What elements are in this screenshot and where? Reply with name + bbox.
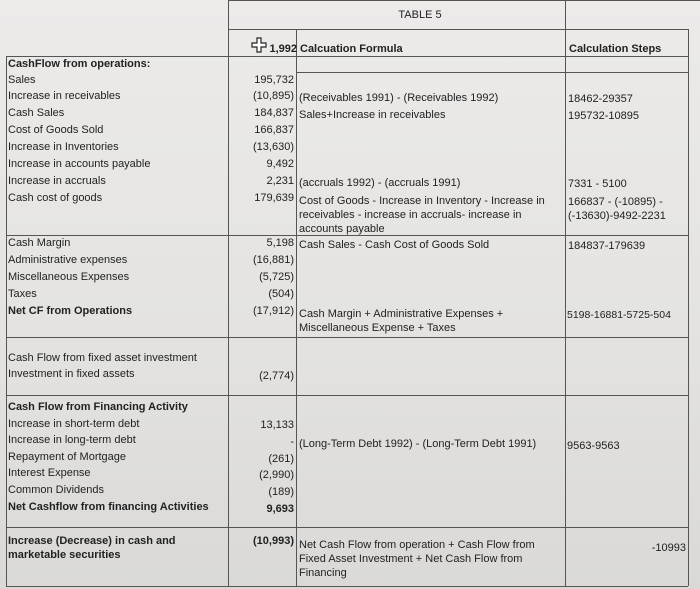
row-value[interactable]: 184,837 — [254, 107, 294, 119]
row-label[interactable]: Repayment of Mortgage — [8, 451, 127, 463]
row-label[interactable]: Increase in long-term debt — [8, 434, 136, 446]
row-label[interactable]: Common Dividends — [8, 484, 104, 496]
row-label[interactable]: Cash Sales — [8, 107, 65, 119]
grid-line — [228, 0, 700, 1]
grid-line — [688, 29, 689, 586]
row-value[interactable]: 13,133 — [260, 419, 294, 431]
row-value[interactable]: - — [290, 436, 294, 448]
row-formula[interactable]: Net Cash Flow from operation + Cash Flow from Fixed Asset Investment + Net Cash Flow from Financing — [299, 539, 535, 579]
row-label[interactable]: CashFlow from operations: — [8, 58, 151, 70]
year-header-cell[interactable]: 1,992 — [269, 43, 297, 55]
table-title: TABLE 5 — [398, 9, 442, 21]
row-value[interactable]: (261) — [268, 453, 294, 465]
row-value[interactable]: 166,837 — [254, 124, 294, 136]
row-steps[interactable]: 184837-179639 — [568, 240, 646, 252]
grid-line — [296, 29, 297, 586]
row-steps[interactable]: -10993 — [651, 542, 686, 554]
row-formula[interactable]: Cash Margin + Administrative Expenses + Miscellaneous Expense + Taxes — [299, 308, 504, 334]
grid-line — [6, 395, 688, 396]
row-value[interactable]: 9,492 — [266, 158, 294, 170]
row-value[interactable]: (2,990) — [259, 469, 294, 481]
row-formula[interactable]: Cash Sales - Cash Cost of Goods Sold — [299, 239, 490, 251]
row-label[interactable]: Cost of Goods Sold — [8, 124, 104, 136]
grid-line — [6, 56, 688, 57]
row-value[interactable]: 5,198 — [266, 237, 294, 249]
row-value[interactable]: (10,993) — [253, 535, 294, 547]
row-label[interactable]: Increase in receivables — [8, 90, 121, 102]
row-formula[interactable]: (accruals 1992) - (accruals 1991) — [299, 177, 461, 189]
row-label[interactable]: Cash cost of goods — [8, 192, 103, 204]
row-value[interactable]: (504) — [268, 288, 294, 300]
grid-line — [6, 527, 688, 528]
row-value[interactable]: 179,639 — [254, 192, 294, 204]
grid-line — [565, 0, 566, 586]
row-value[interactable]: (189) — [268, 486, 294, 498]
steps-header-cell[interactable]: Calculation Steps — [569, 43, 662, 55]
row-label[interactable]: Cash Flow from fixed asset investment — [8, 352, 197, 364]
row-value[interactable]: 195,732 — [254, 74, 294, 86]
grid-line — [6, 56, 7, 586]
row-label[interactable]: Administrative expenses — [8, 254, 128, 266]
row-formula[interactable]: Cost of Goods - Increase in Inventory - Increase in receivables - increase in accruals- increase in accounts payable — [299, 195, 545, 235]
row-value[interactable]: (16,881) — [253, 254, 294, 266]
grid-line — [296, 72, 688, 73]
row-label[interactable]: Cash Flow from Financing Activity — [8, 401, 188, 413]
row-steps[interactable]: 18462-29357 — [568, 93, 633, 105]
grid-line — [6, 337, 688, 338]
row-steps[interactable]: 195732-10895 — [568, 110, 639, 122]
row-label[interactable]: Increase in accruals — [8, 175, 106, 187]
grid-line — [228, 29, 688, 30]
row-label[interactable]: Cash Margin — [8, 237, 71, 249]
row-value[interactable]: (2,774) — [259, 370, 294, 382]
row-label[interactable]: Miscellaneous Expenses — [8, 271, 130, 283]
row-label[interactable]: Increase in Inventories — [8, 141, 119, 153]
row-formula[interactable]: Sales+Increase in receivables — [299, 109, 446, 121]
row-label[interactable]: Increase (Decrease) in cash and marketable securities — [8, 535, 176, 561]
row-value[interactable]: 9,693 — [266, 503, 294, 515]
row-value[interactable]: 2,231 — [266, 175, 294, 187]
row-label[interactable]: Investment in fixed assets — [8, 368, 135, 380]
row-label[interactable]: Net Cashflow from financing Activities — [8, 501, 209, 513]
row-value[interactable]: (10,895) — [253, 90, 294, 102]
row-steps[interactable]: 7331 - 5100 — [568, 178, 627, 190]
row-formula[interactable]: (Receivables 1991) - (Receivables 1992) — [299, 92, 499, 104]
row-label[interactable]: Interest Expense — [8, 467, 91, 479]
row-label[interactable]: Taxes — [8, 288, 37, 300]
row-value[interactable]: (13,630) — [253, 141, 294, 153]
row-label[interactable]: Sales — [8, 74, 36, 86]
row-steps[interactable]: 166837 - (-10895) - (-13630)-9492-2231 — [568, 196, 666, 222]
row-value[interactable]: (17,912) — [253, 305, 294, 317]
row-steps[interactable]: 9563-9563 — [567, 440, 620, 452]
row-label[interactable]: Net CF from Operations — [8, 305, 133, 317]
row-label[interactable]: Increase in short-term debt — [8, 418, 140, 430]
formula-header-cell[interactable]: Calcuation Formula — [300, 43, 403, 55]
row-steps[interactable]: 5198-16881-5725-504 — [567, 309, 671, 321]
row-value[interactable]: (5,725) — [259, 271, 294, 283]
grid-line — [6, 586, 688, 587]
grid-line — [228, 0, 229, 586]
row-formula[interactable]: (Long-Term Debt 1992) - (Long-Term Debt 1991) — [299, 438, 537, 450]
row-label[interactable]: Increase in accounts payable — [8, 158, 151, 170]
